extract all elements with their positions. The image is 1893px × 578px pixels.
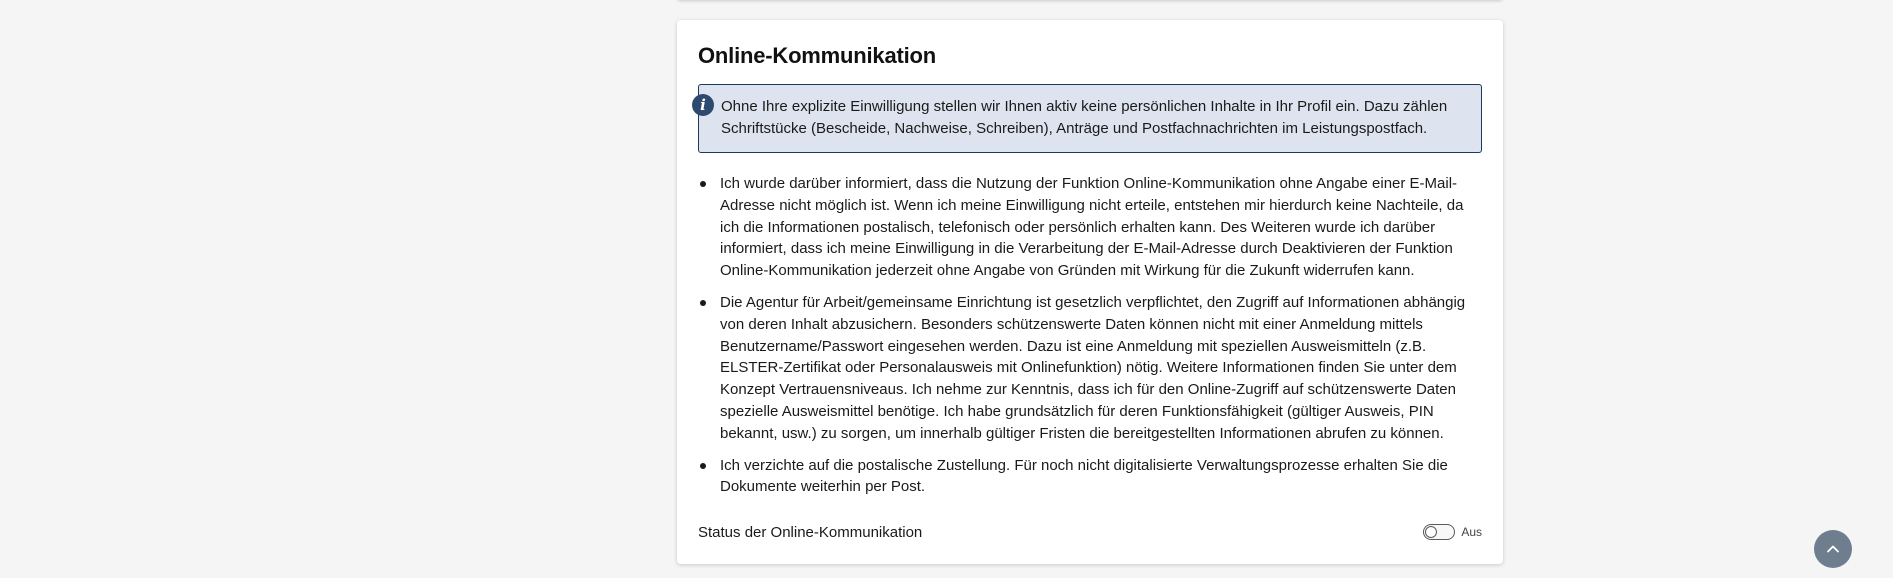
list-item: Die Agentur für Arbeit/gemeinsame Einrichtung ist gesetzlich verpflichtet, den Zugriff auf Informationen abhängig von deren Inhalt abzusichern. Besonders schützenswerte Daten können nicht mit einer Anmeldung mittels Benutzername/Passwort eingesehen werden. Dazu ist eine Anmeldung mit speziellen Ausweismitteln (z.B. ELSTER-Zertifikat oder Personalausweis mit Onlinefunktion) nötig. Weitere Informationen finden Sie unter dem Konzept Vertrauensniveaus. Ich nehme zur Kenntnis, dass ich für den Online-Zugriff auf schützenswerte Daten spezielle Ausweismittel benötige. Ich habe grundsätzlich für deren Funktionsfähigkeit (gültiger Ausweis, PIN bekannt, usw.) zu sorgen, um innerhalb gültiger Fristen die bereitgestellten Informationen abrufen zu können.: [720, 292, 1482, 445]
toggle-knob: [1425, 526, 1437, 538]
info-icon: i: [692, 94, 714, 116]
info-notice-text: Ohne Ihre explizite Einwilligung stellen wir Ihnen aktiv keine persönlichen Inhalte in Ihr Profil ein. Dazu zählen Schriftstücke (Bescheide, Nachweise, Schreiben), Anträge und Postfachnachrichten im Leistungspostfach.: [721, 98, 1448, 137]
scroll-to-top-button[interactable]: [1814, 530, 1852, 568]
list-item: Ich wurde darüber informiert, dass die Nutzung der Funktion Online-Kommunikation ohne Angabe einer E-Mail-Adresse nicht möglich ist. Wenn ich meine Einwilligung nicht erteile, entstehen mir hierdurch keine Nachteile, da ich die Informationen postalisch, telefonisch oder persönlich erhalten kann. Des Weiteren wurde ich darüber informiert, dass ich meine Einwilligung in die Verarbeitung der E-Mail-Adresse durch Deaktivieren der Funktion Online-Kommunikation jederzeit ohne Angabe von Gründen mit Wirkung für die Zukunft widerrufen kann.: [720, 173, 1482, 282]
online-communication-card: [677, 20, 1503, 564]
list-item: Ich verzichte auf die postalische Zustellung. Für noch nicht digitalisierte Verwaltungsprozesse erhalten Sie die Dokumente weiterhin per Post.: [720, 455, 1482, 499]
status-label: Status der Online-Kommunikation: [698, 523, 923, 541]
card-title: Online-Kommunikation: [698, 43, 937, 68]
consent-list: [698, 173, 1482, 498]
online-communication-toggle-wrap: [1423, 524, 1482, 540]
chevron-up-icon: [1825, 541, 1841, 557]
status-row: [698, 520, 1482, 544]
toggle-state-label: Aus: [1461, 525, 1482, 539]
info-notice: [698, 84, 1482, 153]
online-communication-toggle[interactable]: [1423, 524, 1455, 540]
